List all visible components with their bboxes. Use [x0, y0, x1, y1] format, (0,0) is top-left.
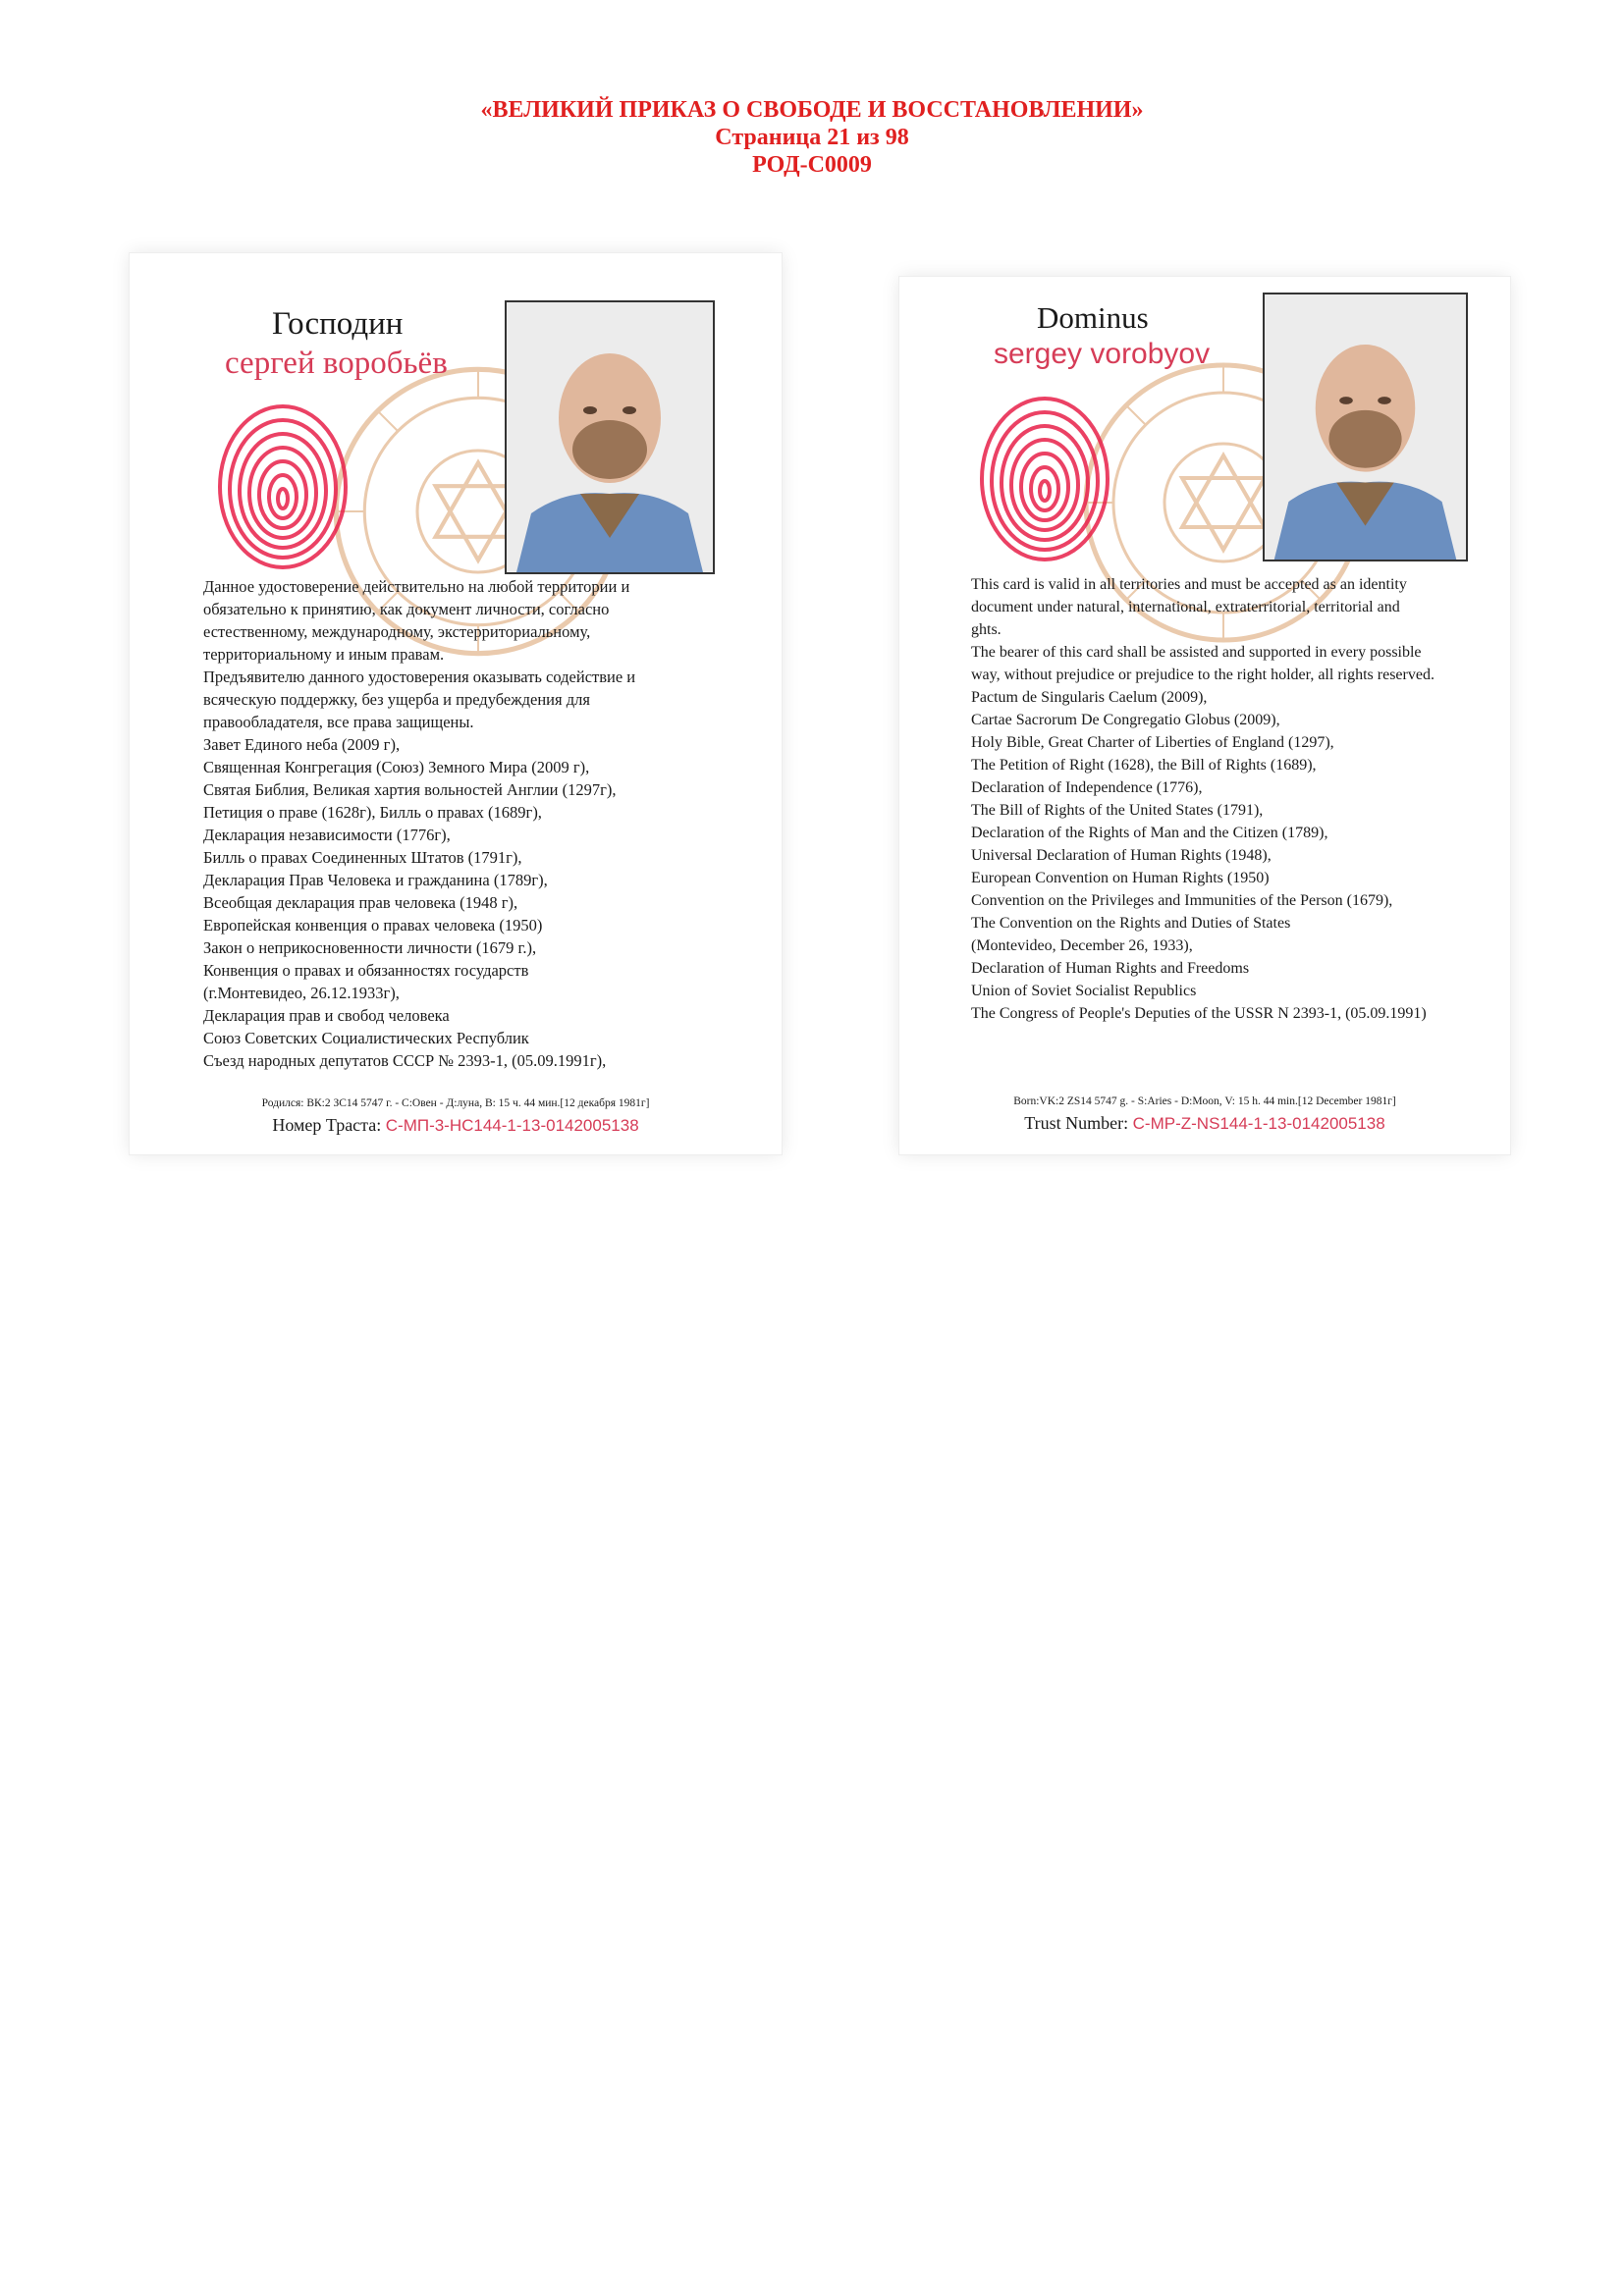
text-line: Декларация Прав Человека и гражданина (1789г), — [203, 871, 548, 889]
id-card-russian — [130, 253, 782, 1154]
text-line: естественному, международному, экстерриториальному, — [203, 622, 591, 641]
trust-number — [899, 1113, 1510, 1134]
page-number: Страница 21 из 98 — [715, 125, 909, 150]
text-line: Союз Советских Социалистических Республик — [203, 1029, 529, 1047]
portrait-photo — [505, 300, 715, 574]
text-line: Петиция о праве (1628г), Билль о правах (1689г), — [203, 803, 542, 822]
text-line: ghts. — [971, 621, 1001, 638]
text-line: The Congress of People's Deputies of the USSR N 2393-1, (05.09.1991) — [971, 1005, 1427, 1022]
page-header — [0, 96, 1624, 179]
text-line: Union of Soviet Socialist Republics — [971, 983, 1197, 999]
id-card-english — [899, 277, 1510, 1154]
text-line: правообладателя, все права защищены. — [203, 713, 474, 731]
text-line: The Bill of Rights of the United States (1791), — [971, 802, 1264, 819]
trust-number-value: C-MP-Z-NS144-1-13-0142005138 — [1132, 1114, 1385, 1133]
text-line: всяческую поддержку, без ущерба и предубеждения для — [203, 690, 590, 709]
text-line: This card is valid in all territories and must be accepted as an identity — [971, 576, 1407, 593]
card-text — [971, 573, 1496, 1025]
trust-number — [130, 1115, 782, 1136]
birth-info: Родился: ВК:2 ЗС14 5747 г. - С:Овен - Д:луна, В: 15 ч. 44 мин.[12 декабря 1981г] — [261, 1097, 650, 1109]
card-text — [203, 575, 753, 1072]
text-line: Закон о неприкосновенности личности (1679 г.), — [203, 938, 537, 957]
text-line: Предъявителю данного удостоверения оказывать содействие и — [203, 667, 636, 686]
holder-name: сергей воробьёв — [225, 346, 448, 381]
text-line: Universal Declaration of Human Rights (1948), — [971, 847, 1272, 864]
holder-name: sergey vorobyov — [994, 338, 1211, 370]
text-line: Декларация прав и свобод человека — [203, 1006, 450, 1025]
text-line: обязательно к принятию, как документ личности, согласно — [203, 600, 610, 618]
text-line: Билль о правах Соединенных Штатов (1791г), — [203, 848, 522, 867]
document-code: РОД-С0009 — [752, 152, 872, 178]
text-line: Священная Конгрегация (Союз) Земного Мира (2009 г), — [203, 758, 590, 776]
birth-info: Born:VK:2 ZS14 5747 g. - S:Aries - D:Moon, V: 15 h. 44 min.[12 December 1981г] — [1013, 1095, 1396, 1107]
text-line: Declaration of the Rights of Man and the Citizen (1789), — [971, 825, 1328, 841]
fingerprint-icon — [214, 400, 352, 572]
text-line: (г.Монтевидео, 26.12.1933г), — [203, 984, 400, 1002]
text-line: Конвенция о правах и обязанностях государств — [203, 961, 529, 980]
text-line: Convention on the Privileges and Immunities of the Person (1679), — [971, 892, 1393, 909]
text-line: Европейская конвенция о правах человека (1950) — [203, 916, 543, 934]
text-line: way, without prejudice or prejudice to the right holder, all rights reserved. — [971, 667, 1435, 683]
text-line: Святая Библия, Великая хартия вольностей Англии (1297г), — [203, 780, 617, 799]
text-line: European Convention on Human Rights (1950) — [971, 870, 1270, 886]
honorific: Господин — [272, 306, 404, 342]
text-line: Cartae Sacrorum De Congregatio Globus (2009), — [971, 712, 1280, 728]
text-line: Declaration of Independence (1776), — [971, 779, 1203, 796]
honorific: Dominus — [1037, 300, 1149, 335]
text-line: The Petition of Right (1628), the Bill of Rights (1689), — [971, 757, 1317, 774]
text-line: Pactum de Singularis Caelum (2009), — [971, 689, 1208, 706]
text-line: Declaration of Human Rights and Freedoms — [971, 960, 1250, 977]
text-line: Завет Единого неба (2009 г), — [203, 735, 401, 754]
trust-number-label: Trust Number: — [1024, 1113, 1129, 1133]
text-line: The Convention on the Rights and Duties of States — [971, 915, 1291, 932]
text-line: Съезд народных депутатов СССР № 2393-1, (05.09.1991г), — [203, 1051, 607, 1070]
text-line: (Montevideo, December 26, 1933), — [971, 937, 1193, 954]
portrait-photo — [1263, 293, 1468, 561]
text-line: Данное удостоверение действительно на любой территории и — [203, 577, 630, 596]
text-line: территориальному и иным правам. — [203, 645, 445, 664]
text-line: Декларация независимости (1776г), — [203, 826, 451, 844]
trust-number-value: С-МП-3-НС144-1-13-0142005138 — [385, 1116, 639, 1135]
trust-number-label: Номер Траста: — [272, 1115, 382, 1135]
document-title: «ВЕЛИКИЙ ПРИКАЗ О СВОБОДЕ И ВОССТАНОВЛЕНИИ» — [480, 97, 1144, 123]
text-line: The bearer of this card shall be assisted and supported in every possible — [971, 644, 1422, 661]
text-line: Holy Bible, Great Charter of Liberties of England (1297), — [971, 734, 1334, 751]
text-line: Всеобщая декларация прав человека (1948 г), — [203, 893, 518, 912]
text-line: document under natural, international, extraterritorial, territorial and — [971, 599, 1400, 615]
fingerprint-icon — [976, 393, 1113, 564]
